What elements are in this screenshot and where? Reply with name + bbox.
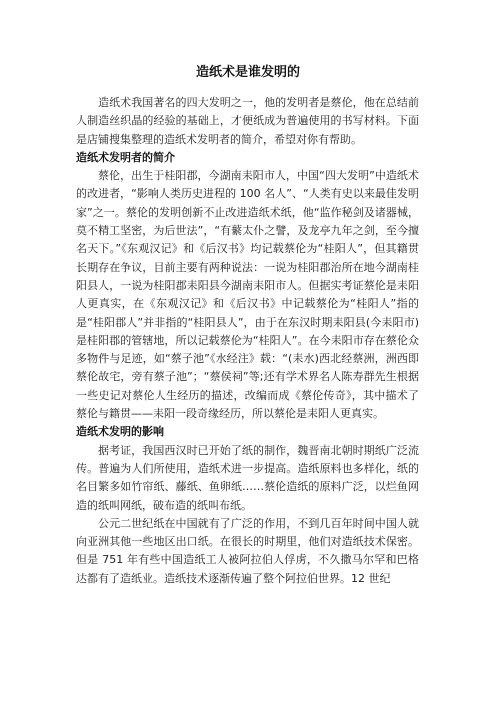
section-heading-inventor: 造纸术发明者的简介 [76, 150, 175, 164]
influence-paragraph-2: 公元二世纪纸在中国就有了广泛的作用，不到几百年时间中国人就向亚洲其他一些地区出口纸。在很长的时期里，他们对造纸技术保密。但是 751 年有些中国造纸工人被阿拉伯人俘虏，不久撒马尔罕和巴格达都有了造纸业。造纸技术逐渐传遍了整个阿拉伯世界。12 世纪 [76, 516, 419, 585]
document-title: 造纸术是谁发明的 [195, 65, 300, 80]
document-body [76, 94, 419, 588]
influence-paragraph-1: 据考证，我国西汉时已开始了纸的制作，魏晋南北朝时期纸广泛流传。普遍为人们所使用，造纸术进一步提高。造纸原料也多样化，纸的名目繁多如竹帘纸、藤纸、鱼卵纸……蔡伦造纸的原料广泛，以烂鱼网造的纸叫网纸，破布造的纸叫布纸。 [76, 443, 419, 512]
intro-paragraph: 造纸术我国著名的四大发明之一，他的发明者是蔡伦，他在总结前人制造丝织晶的经验的基础上，才便纸成为普遍使用的书写材料。下面是店铺搜集整理的造纸术发明者的简介，希望对你有帮助。 [76, 96, 419, 146]
inventor-paragraph: 蔡伦，出生于桂阳郡，今湖南耒阳市人，中国“四大发明”中造纸术的改进者，“影响人类历史进程的 100 名人”、“人类有史以来最佳发明家”之一。蔡伦的发明创新不止改进造纸术纸，他“监作秘剑及诸器械，莫不精工坚密，为后世法”，“有蘩太仆之譬，及龙亭九年之剑，至今擅名天下。”《东观汉记》和《后汉书》均记载蔡伦为“桂阳人”，但其籍贯长期存在争议，目前主要有两种说法：一说为桂阳郡治所在地今湖南桂阳县人，一说为桂阳郡耒阳县今湖南耒阳市人。但据实考证蔡伦是耒阳人更真实，在《东观汉记》和《后汉书》中记载蔡伦为“桂阳人”指的是“桂阳郡人”并非指的“桂阳县人”，由于在东汉时期耒阳县(今耒阳市)是桂阳郡的管辖地，所以记载蔡伦为“桂阳人”。在今耒阳市存在蔡伦众多物件与足迹，如“蔡子池”《水经注》载：“(耒水)西北经蔡洲，洲西即蔡伦故宅，旁有蔡子池”；“蔡侯祠”等;还有学术界名人陈寿群先生根据一些史记对蔡伦人生经历的描述，改编而成《蔡伦传奇》，其中描术了蔡伦与籍贯——耒阳一段奇缘经历，所以蔡伦是耒阳人更真实。 [76, 169, 419, 421]
section-heading-influence: 造纸术发明的影响 [76, 425, 164, 439]
